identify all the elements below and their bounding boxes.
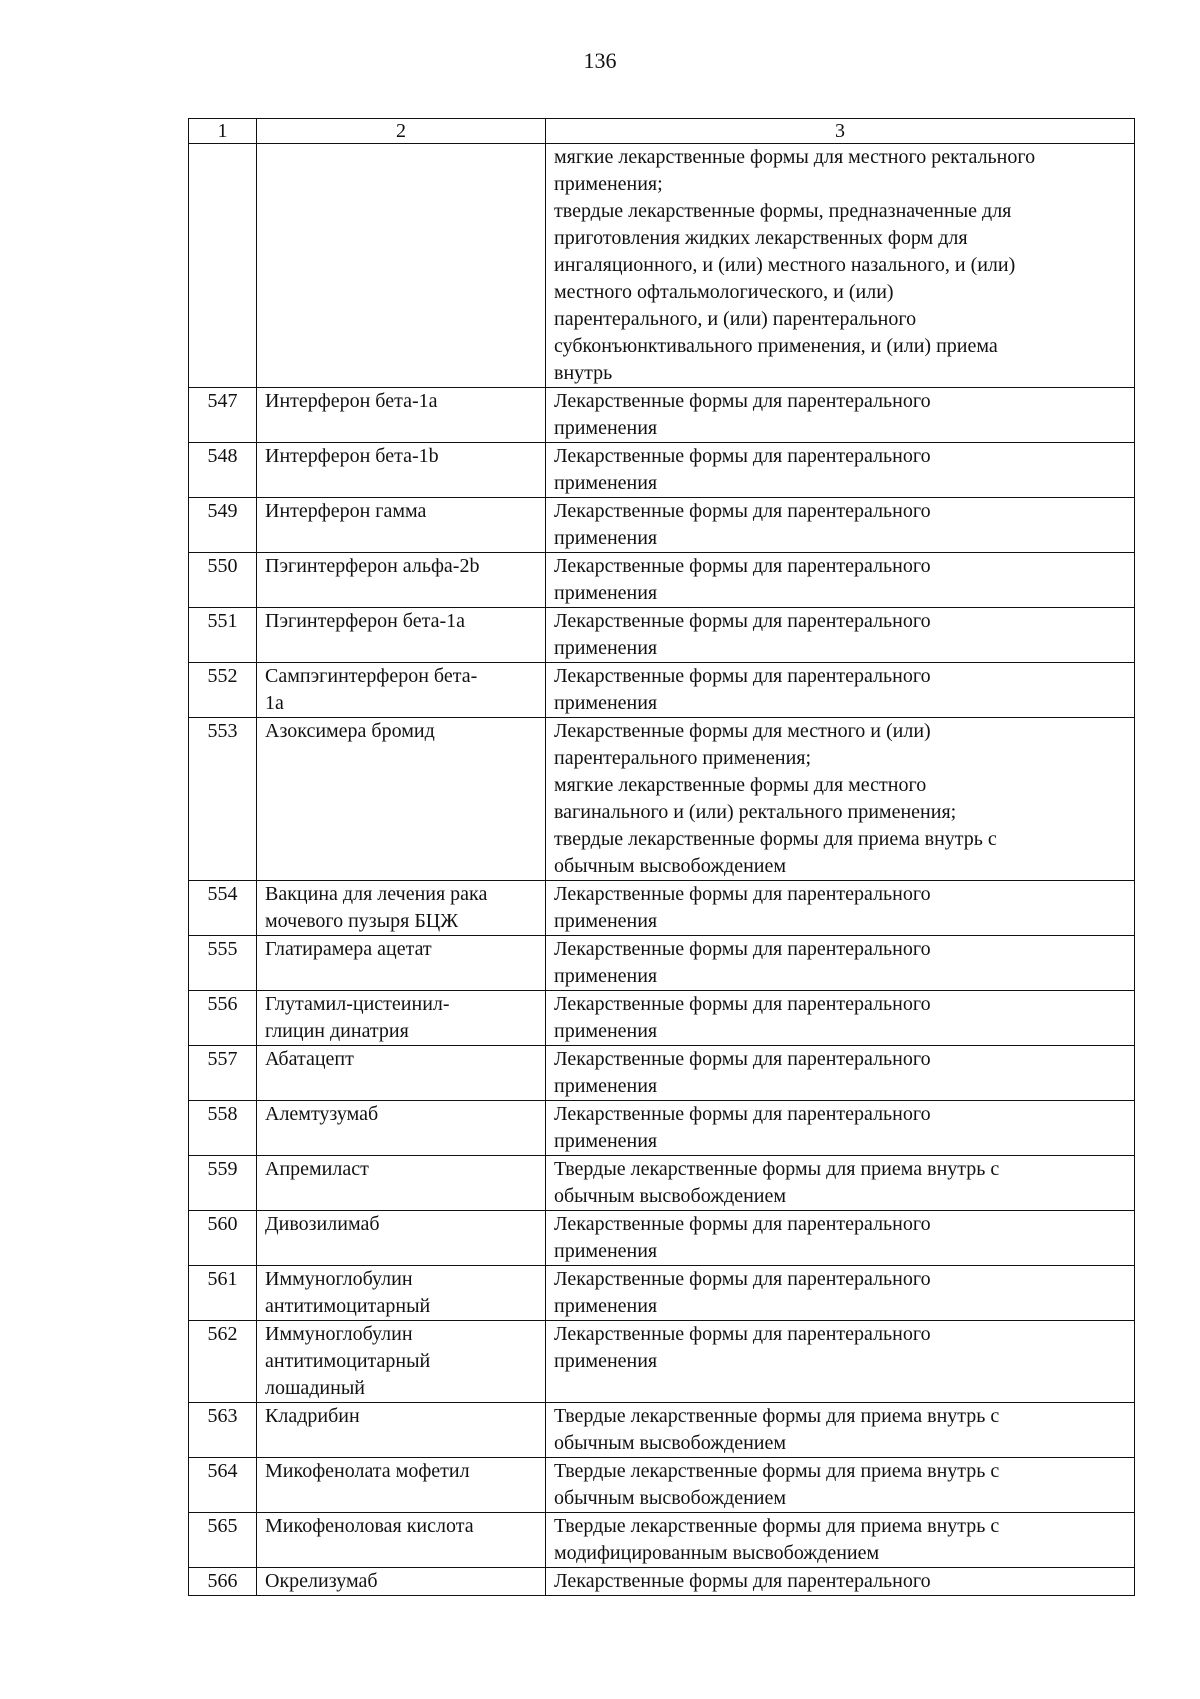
drug-name-line: Вакцина для лечения рака <box>265 883 488 905</box>
drug-name <box>257 663 546 718</box>
table-body <box>189 144 1135 1596</box>
dosage-forms <box>546 1266 1135 1321</box>
dosage-forms <box>546 1458 1135 1513</box>
table-row <box>189 388 1135 443</box>
row-number <box>189 144 257 388</box>
drug-name <box>257 1046 546 1101</box>
dosage-form-line: Твердые лекарственные формы для приема внутрь с <box>554 1158 1000 1180</box>
dosage-form-line: применения <box>554 1350 658 1372</box>
drug-name-line: глицин динатрия <box>265 1020 409 1042</box>
drug-name-line: 1а <box>265 692 284 714</box>
drug-name-line: Иммуноглобулин <box>265 1323 413 1345</box>
dosage-forms <box>546 1101 1135 1156</box>
dosage-forms <box>546 1156 1135 1211</box>
row-number: 566 <box>189 1568 257 1596</box>
dosage-form-line: применения <box>554 527 658 549</box>
row-number: 553 <box>189 718 257 881</box>
dosage-form-line: применения <box>554 637 658 659</box>
drug-name <box>257 1403 546 1458</box>
row-number: 549 <box>189 498 257 553</box>
dosage-form-line: применения <box>554 1020 658 1042</box>
dosage-form-line: местного офтальмологического, и (или) <box>554 281 894 303</box>
dosage-forms <box>546 663 1135 718</box>
table-row <box>189 1513 1135 1568</box>
dosage-forms <box>546 1403 1135 1458</box>
column-header-3: 3 <box>546 119 1135 144</box>
dosage-form-line: вагинального и (или) ректального применения; <box>554 801 957 823</box>
table-row <box>189 553 1135 608</box>
dosage-form-line: обычным высвобождением <box>554 1487 787 1509</box>
dosage-form-line: Твердые лекарственные формы для приема внутрь с <box>554 1515 1000 1537</box>
dosage-forms <box>546 936 1135 991</box>
drug-name <box>257 1266 546 1321</box>
drug-name-line: Сампэгинтерферон бета- <box>265 665 478 687</box>
drug-name-line: Глатирамера ацетат <box>265 938 432 960</box>
table-header <box>189 119 1135 144</box>
row-number: 551 <box>189 608 257 663</box>
row-number: 558 <box>189 1101 257 1156</box>
row-number: 548 <box>189 443 257 498</box>
row-number: 554 <box>189 881 257 936</box>
dosage-form-line: мягкие лекарственные формы для местного <box>554 774 927 796</box>
table-row <box>189 718 1135 881</box>
drug-name <box>257 1458 546 1513</box>
dosage-form-line: Лекарственные формы для парентерального <box>554 1103 931 1125</box>
drug-name-line: Кладрибин <box>265 1405 360 1427</box>
table-row <box>189 1568 1135 1596</box>
table-row <box>189 1211 1135 1266</box>
drug-name-line: Пэгинтерферон бета-1а <box>265 610 465 632</box>
dosage-form-line: применения <box>554 472 658 494</box>
table-row <box>189 881 1135 936</box>
table-row <box>189 443 1135 498</box>
dosage-form-line: Лекарственные формы для парентерального <box>554 938 931 960</box>
dosage-form-line: применения <box>554 910 658 932</box>
dosage-forms <box>546 1046 1135 1101</box>
dosage-form-line: Лекарственные формы для парентерального <box>554 555 931 577</box>
table-row <box>189 144 1135 388</box>
table-row <box>189 1046 1135 1101</box>
dosage-forms <box>546 991 1135 1046</box>
drug-name-line: Пэгинтерферон альфа-2b <box>265 555 480 577</box>
dosage-forms <box>546 388 1135 443</box>
drug-name <box>257 1568 546 1596</box>
dosage-form-line: применения <box>554 582 658 604</box>
drug-name <box>257 1156 546 1211</box>
dosage-forms <box>546 608 1135 663</box>
drug-name <box>257 1211 546 1266</box>
row-number: 562 <box>189 1321 257 1403</box>
dosage-form-line: приготовления жидких лекарственных форм для <box>554 227 968 249</box>
dosage-form-line: применения <box>554 417 658 439</box>
dosage-form-line: Лекарственные формы для парентерального <box>554 1213 931 1235</box>
dosage-form-line: обычным высвобождением <box>554 1432 787 1454</box>
drug-name-line: Дивозилимаб <box>265 1213 380 1235</box>
row-number: 555 <box>189 936 257 991</box>
table-row <box>189 1321 1135 1403</box>
dosage-form-line: Лекарственные формы для парентерального <box>554 445 931 467</box>
dosage-form-line: парентерального, и (или) парентерального <box>554 308 917 330</box>
drug-name-line: антитимоцитарный <box>265 1350 431 1372</box>
drug-name-line: Интерферон гамма <box>265 500 427 522</box>
table-row <box>189 1458 1135 1513</box>
drug-name <box>257 881 546 936</box>
dosage-forms <box>546 1321 1135 1403</box>
row-number: 557 <box>189 1046 257 1101</box>
row-number: 552 <box>189 663 257 718</box>
drug-name-line: Микофенолата мофетил <box>265 1460 470 1482</box>
drug-name <box>257 443 546 498</box>
dosage-form-line: мягкие лекарственные формы для местного ректального <box>554 146 1036 168</box>
dosage-form-line: обычным высвобождением <box>554 855 787 877</box>
dosage-forms <box>546 553 1135 608</box>
dosage-form-line: Лекарственные формы для парентерального <box>554 1570 931 1592</box>
drug-name-line: антитимоцитарный <box>265 1295 431 1317</box>
dosage-form-line: Лекарственные формы для парентерального <box>554 390 931 412</box>
drug-name-line: Микофеноловая кислота <box>265 1515 474 1537</box>
dosage-form-line: твердые лекарственные формы для приема внутрь с <box>554 828 997 850</box>
dosage-form-line: Лекарственные формы для парентерального <box>554 500 931 522</box>
drug-name <box>257 1321 546 1403</box>
row-number: 560 <box>189 1211 257 1266</box>
dosage-form-line: Лекарственные формы для парентерального <box>554 993 931 1015</box>
drug-name <box>257 144 546 388</box>
column-header-1: 1 <box>189 119 257 144</box>
drug-name-line: Интерферон бета-1b <box>265 445 439 467</box>
dosage-forms <box>546 498 1135 553</box>
drug-name-line: Алемтузумаб <box>265 1103 379 1125</box>
table-row <box>189 991 1135 1046</box>
table-row <box>189 1266 1135 1321</box>
table-row <box>189 936 1135 991</box>
drug-name-line: Апремиласт <box>265 1158 369 1180</box>
dosage-forms <box>546 144 1135 388</box>
dosage-form-line: внутрь <box>554 362 613 384</box>
dosage-form-line: применения <box>554 1295 658 1317</box>
dosage-form-line: субконъюнктивального применения, и (или) приема <box>554 335 998 357</box>
dosage-forms <box>546 1211 1135 1266</box>
drug-name <box>257 388 546 443</box>
row-number: 556 <box>189 991 257 1046</box>
column-header-2: 2 <box>257 119 546 144</box>
row-number: 547 <box>189 388 257 443</box>
table-row <box>189 498 1135 553</box>
drug-name-line: Глутамил-цистеинил- <box>265 993 450 1015</box>
dosage-form-line: твердые лекарственные формы, предназначенные для <box>554 200 1012 222</box>
dosage-form-line: применения <box>554 1240 658 1262</box>
drug-name-line: Интерферон бета-1а <box>265 390 438 412</box>
drug-name-line: Окрелизумаб <box>265 1570 378 1592</box>
drug-name <box>257 608 546 663</box>
table-row <box>189 1101 1135 1156</box>
drug-name-line: Иммуноглобулин <box>265 1268 413 1290</box>
drug-name-line: Азоксимера бромид <box>265 720 435 742</box>
dosage-form-line: Лекарственные формы для парентерального <box>554 610 931 632</box>
row-number: 564 <box>189 1458 257 1513</box>
dosage-form-line: Лекарственные формы для местного и (или) <box>554 720 931 742</box>
row-number: 559 <box>189 1156 257 1211</box>
drug-name <box>257 498 546 553</box>
table-row <box>189 608 1135 663</box>
drug-name <box>257 936 546 991</box>
page-number: 136 <box>583 48 617 73</box>
dosage-forms <box>546 881 1135 936</box>
row-number: 563 <box>189 1403 257 1458</box>
drug-table <box>188 118 1135 1596</box>
dosage-form-line: Лекарственные формы для парентерального <box>554 883 931 905</box>
dosage-form-line: Лекарственные формы для парентерального <box>554 1268 931 1290</box>
dosage-form-line: применения <box>554 692 658 714</box>
dosage-form-line: применения <box>554 965 658 987</box>
drug-name <box>257 1101 546 1156</box>
dosage-form-line: применения <box>554 1130 658 1152</box>
drug-name <box>257 553 546 608</box>
table-row <box>189 663 1135 718</box>
dosage-forms <box>546 1513 1135 1568</box>
dosage-form-line: Твердые лекарственные формы для приема внутрь с <box>554 1460 1000 1482</box>
drug-name <box>257 991 546 1046</box>
dosage-forms <box>546 1568 1135 1596</box>
table-row <box>189 1156 1135 1211</box>
row-number: 565 <box>189 1513 257 1568</box>
dosage-form-line: Лекарственные формы для парентерального <box>554 1048 931 1070</box>
drug-name <box>257 718 546 881</box>
drug-name-line: лошадиный <box>265 1377 365 1399</box>
dosage-form-line: применения; <box>554 173 663 195</box>
drug-name-line: Абатацепт <box>265 1048 354 1070</box>
dosage-form-line: Твердые лекарственные формы для приема внутрь с <box>554 1405 1000 1427</box>
row-number: 550 <box>189 553 257 608</box>
dosage-form-line: парентерального применения; <box>554 747 812 769</box>
dosage-forms <box>546 718 1135 881</box>
drug-name <box>257 1513 546 1568</box>
dosage-form-line: ингаляционного, и (или) местного назального, и (или) <box>554 254 1016 276</box>
dosage-form-line: Лекарственные формы для парентерального <box>554 1323 931 1345</box>
drug-name-line: мочевого пузыря БЦЖ <box>265 910 459 932</box>
dosage-form-line: модифицированным высвобождением <box>554 1542 880 1564</box>
dosage-forms <box>546 443 1135 498</box>
dosage-form-line: Лекарственные формы для парентерального <box>554 665 931 687</box>
dosage-form-line: обычным высвобождением <box>554 1185 787 1207</box>
row-number: 561 <box>189 1266 257 1321</box>
dosage-form-line: применения <box>554 1075 658 1097</box>
table-row <box>189 1403 1135 1458</box>
header-row <box>189 119 1135 144</box>
